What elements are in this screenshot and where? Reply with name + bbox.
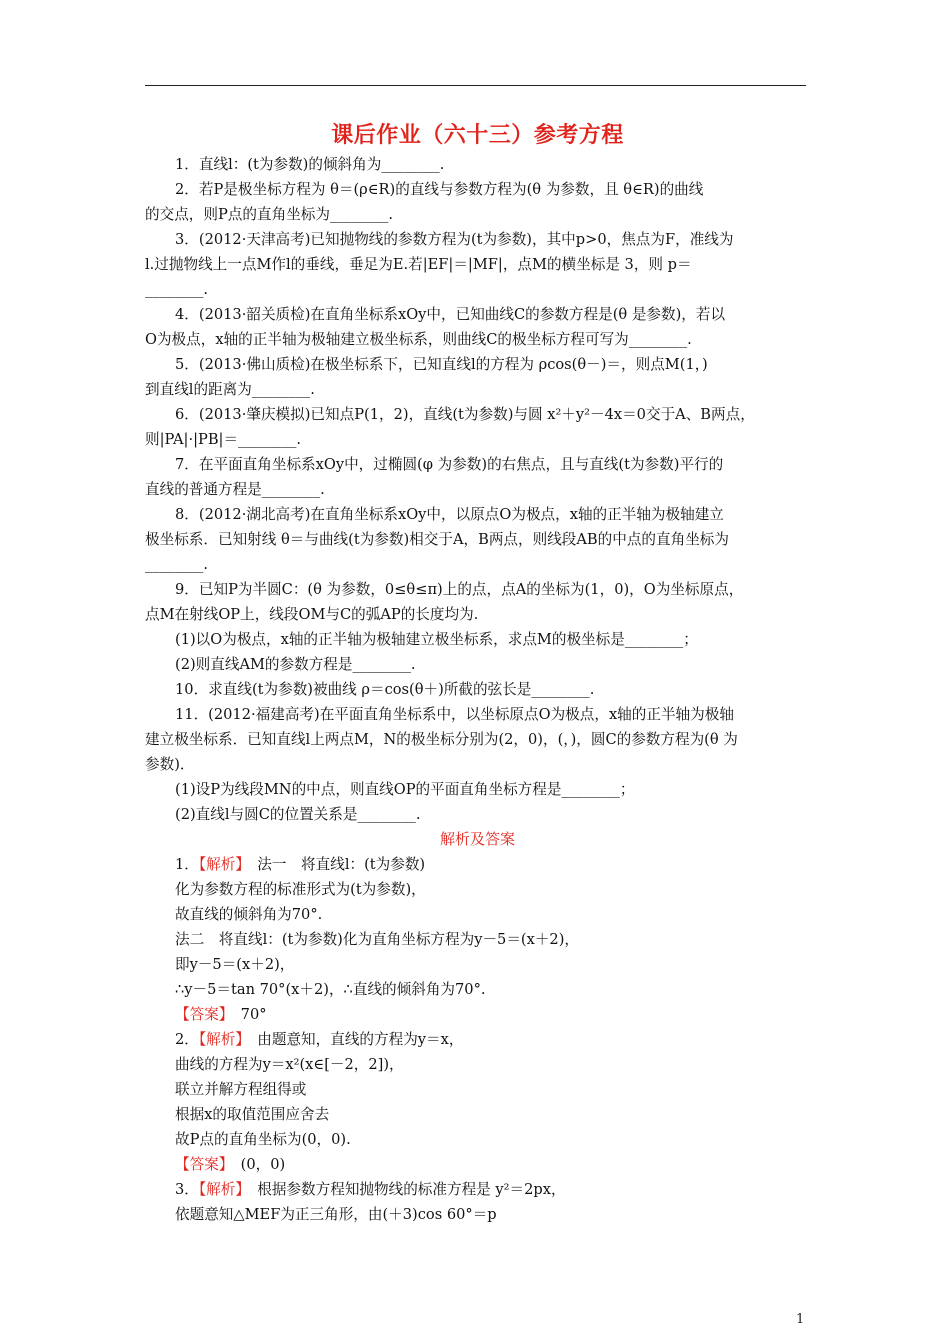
- answer-tag: 【解析】: [198, 1031, 243, 1048]
- text-line: (2)则直线AM的参数方程是________.: [175, 656, 416, 673]
- text-line: 依题意知△MEF为正三角形，由(＋3)cos 60°＝p: [175, 1206, 497, 1223]
- text-line: 4．(2013·韶关质检)在直角坐标系xOy中，已知曲线C的参数方程是(θ 是参数)，若以: [175, 306, 726, 323]
- text-line: (1)设P为线段MN的中点，则直线OP的平面直角坐标方程是________；: [175, 781, 635, 798]
- line-text: 根据参数方程知抛物线的标准方程是 y²＝2px，: [242, 1181, 566, 1198]
- text-line: 根据x的取值范围应舍去: [175, 1106, 330, 1123]
- item-number: 3．: [175, 1181, 199, 1198]
- text-line: 6．(2013·肇庆模拟)已知点P(1，2)，直线(t为参数)与圆 x²＋y²－4x＝0交于A、B两点，: [175, 406, 755, 423]
- text-line: 7．在平面直角坐标系xOy中，过椭圆(φ 为参数)的右焦点，且与直线(t为参数)平行的: [175, 456, 724, 473]
- section-heading: 解析及答案: [439, 830, 515, 848]
- text-line: 极坐标系．已知射线 θ＝与曲线(t为参数)相交于A，B两点，则线段AB的中点的直角坐标为: [145, 531, 729, 548]
- answer-tag: 【答案】: [175, 1156, 227, 1173]
- text-line: l.过抛物线上一点M作l的垂线，垂足为E.若|EF|＝|MF|，点M的横坐标是 3，则 p＝: [145, 256, 692, 273]
- page-title: 课后作业（六十三）参考方程: [331, 122, 624, 148]
- text-line: 联立并解方程组得或: [175, 1081, 307, 1098]
- text-line: 5．(2013·佛山质检)在极坐标系下，已知直线l的方程为 ρcos(θ－)＝，则点M(1，): [175, 356, 708, 373]
- item-number: 1．: [175, 856, 199, 873]
- text-line: 9．已知P为半圆C：(θ 为参数，0≤θ≤π)上的点，点A的坐标为(1，0)，O为坐标原点，: [175, 581, 744, 598]
- text-line: 参数)．: [145, 756, 195, 773]
- text-line: [145, 1027, 810, 1052]
- text-line: 则|PA|·|PB|＝________.: [145, 431, 302, 448]
- text-line: 故直线的倾斜角为70°.: [175, 906, 323, 923]
- text-line: 即y－5＝(x＋2)，: [175, 956, 295, 973]
- line-text: 70°: [226, 1006, 267, 1023]
- header-rule: [145, 85, 806, 86]
- line-text: 法一 将直线l：(t为参数): [242, 856, 426, 873]
- text-line: 8．(2012·湖北高考)在直角坐标系xOy中，以原点O为极点，x轴的正半轴为极轴建立: [175, 506, 724, 523]
- answer-tag: 【解析】: [198, 1181, 243, 1198]
- text-line: [145, 1002, 810, 1027]
- answer-tag: 【解析】: [198, 856, 243, 873]
- text-line: 到直线l的距离为________.: [145, 381, 315, 398]
- text-line: 直线的普通方程是________.: [145, 481, 325, 498]
- document-body: [145, 152, 810, 1227]
- text-line: 3．(2012·天津高考)已知抛物线的参数方程为(t为参数)，其中p>0，焦点为F，准线为: [175, 231, 734, 248]
- text-line: [145, 1152, 810, 1177]
- text-line: (1)以O为极点，x轴的正半轴为极轴建立极坐标系，求点M的极坐标是________；: [175, 631, 698, 648]
- text-line: ∴y－5＝tan 70°(x＋2)，∴直线的倾斜角为70°.: [175, 981, 486, 998]
- text-line: 化为参数方程的标准形式为(t为参数)，: [175, 881, 426, 898]
- text-line: 的交点，则P点的直角坐标为________.: [145, 206, 393, 223]
- page-number: 1: [796, 1312, 805, 1327]
- text-line: 点M在射线OP上，线段OM与C的弧AP的长度均为.: [145, 606, 479, 623]
- text-line: (2)直线l与圆C的位置关系是________.: [175, 806, 421, 823]
- text-line: 法二 将直线l：(t为参数)化为直角坐标方程为y－5＝(x＋2)，: [175, 931, 580, 948]
- text-line: O为极点，x轴的正半轴为极轴建立极坐标系，则曲线C的极坐标方程可写为________.: [145, 331, 692, 348]
- answer-tag: 【答案】: [175, 1006, 227, 1023]
- text-line: ________.: [145, 556, 209, 573]
- text-line: 建立极坐标系．已知直线l上两点M，N的极坐标分别为(2，0)，(，)，圆C的参数方程为(θ 为: [145, 731, 738, 748]
- text-line: 10．求直线(t为参数)被曲线 ρ＝cos(θ＋)所截的弦长是________.: [175, 681, 595, 698]
- text-line: [145, 852, 810, 877]
- text-line: 1．直线l：(t为参数)的倾斜角为________.: [175, 156, 445, 173]
- line-text: (0，0): [226, 1156, 286, 1173]
- text-line: [145, 1177, 810, 1202]
- text-line: 故P点的直角坐标为(0，0).: [175, 1131, 351, 1148]
- document-page: [145, 118, 810, 1227]
- text-line: 2．若P是极坐标方程为 θ＝(ρ∈R)的直线与参数方程为(θ 为参数，且 θ∈R)的曲线: [175, 181, 704, 198]
- text-line: 11．(2012·福建高考)在平面直角坐标系中，以坐标原点O为极点，x轴的正半轴为极轴: [175, 706, 734, 723]
- text-line: ________.: [145, 281, 209, 298]
- text-line: 曲线的方程为y＝x²(x∈[－2，2])，: [175, 1056, 404, 1073]
- line-text: 由题意知，直线的方程为y＝x，: [242, 1031, 464, 1048]
- item-number: 2．: [175, 1031, 199, 1048]
